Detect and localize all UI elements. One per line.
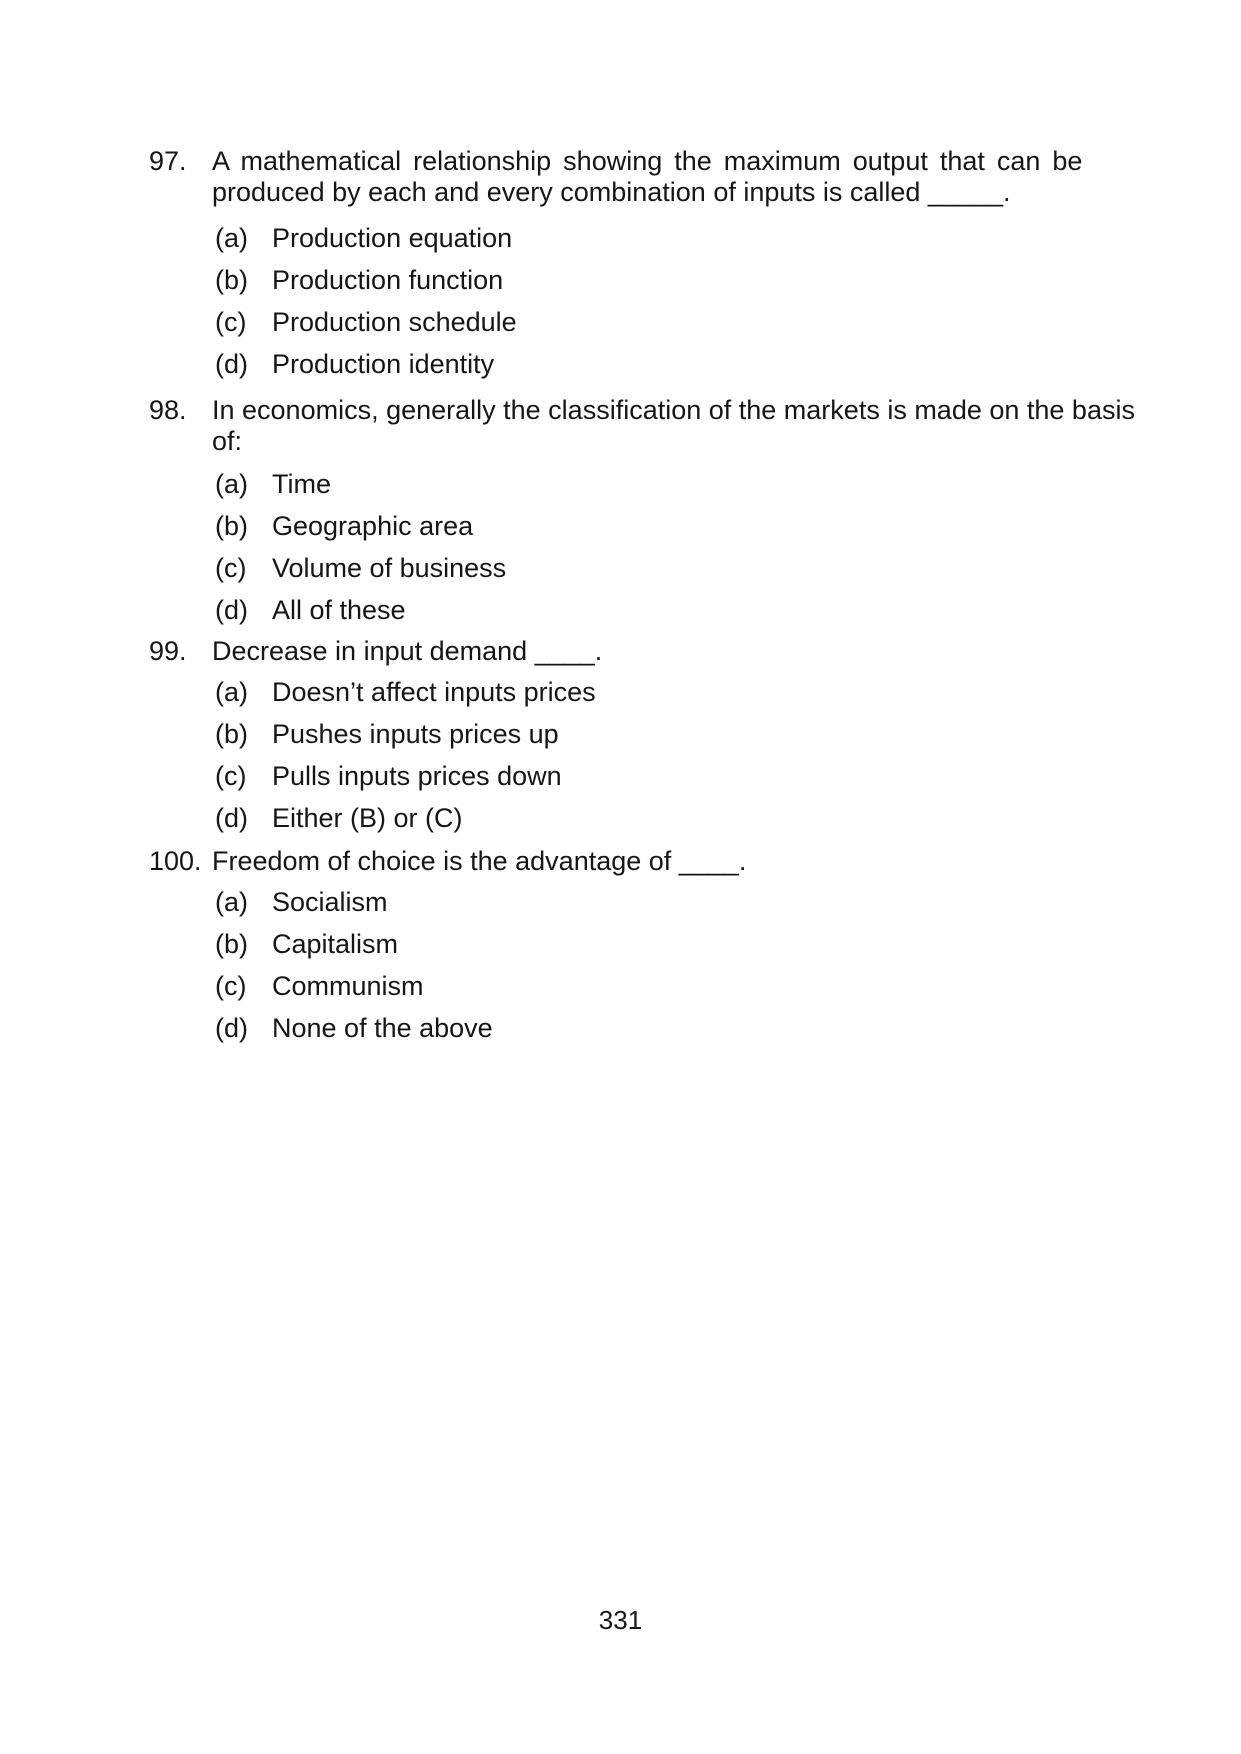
question-stem bbox=[212, 146, 1149, 208]
option-text: Production identity bbox=[272, 349, 495, 379]
option-label: (c) bbox=[215, 553, 247, 583]
question-97 bbox=[149, 146, 1149, 392]
question-stem-line: of: bbox=[212, 426, 243, 456]
question-stem-line: Decrease in input demand ____. bbox=[212, 636, 603, 666]
options-list bbox=[215, 888, 1149, 1042]
options-list bbox=[215, 224, 1149, 378]
option-text: Production equation bbox=[272, 223, 513, 253]
option-label: (a) bbox=[215, 223, 248, 253]
question-stem bbox=[212, 636, 1149, 667]
question-stem-line: In economics, generally the classification of the markets is made on the basis bbox=[212, 395, 1135, 425]
question-number: 98. bbox=[149, 395, 187, 425]
option-label: (a) bbox=[215, 677, 248, 707]
option-label: (c) bbox=[215, 971, 247, 1001]
option-text: Socialism bbox=[272, 887, 388, 917]
option-text: Time bbox=[272, 469, 331, 499]
options-list bbox=[215, 678, 1149, 832]
option-row bbox=[215, 350, 1149, 378]
question-number: 97. bbox=[149, 146, 187, 176]
option-label: (b) bbox=[215, 929, 248, 959]
question-stem bbox=[212, 846, 1149, 877]
option-label: (c) bbox=[215, 761, 247, 791]
option-row bbox=[215, 762, 1149, 790]
option-text: Volume of business bbox=[272, 553, 507, 583]
question-99 bbox=[149, 636, 1149, 846]
option-label: (d) bbox=[215, 1013, 248, 1043]
option-label: (a) bbox=[215, 887, 248, 917]
option-text: Communism bbox=[272, 971, 424, 1001]
option-row bbox=[215, 266, 1149, 294]
option-label: (b) bbox=[215, 265, 248, 295]
option-row bbox=[215, 1014, 1149, 1042]
option-row bbox=[215, 308, 1149, 336]
option-text: Capitalism bbox=[272, 929, 399, 959]
option-label: (d) bbox=[215, 803, 248, 833]
option-text: Pulls inputs prices down bbox=[272, 761, 562, 791]
option-row bbox=[215, 972, 1149, 1000]
option-row bbox=[215, 554, 1149, 582]
question-stem-line: produced by each and every combination of inputs is called _____. bbox=[212, 177, 1011, 207]
question-100 bbox=[149, 846, 1149, 1056]
option-label: (d) bbox=[215, 595, 248, 625]
page-number: 331 bbox=[598, 1605, 643, 1635]
option-row bbox=[215, 470, 1149, 498]
option-label: (b) bbox=[215, 511, 248, 541]
option-row bbox=[215, 888, 1149, 916]
option-text: Pushes inputs prices up bbox=[272, 719, 559, 749]
option-text: All of these bbox=[272, 595, 406, 625]
question-stem-line: A mathematical relationship showing the maximum output that can be bbox=[212, 146, 1083, 176]
option-text: Production schedule bbox=[272, 307, 517, 337]
option-text: Geographic area bbox=[272, 511, 474, 541]
question-number: 100. bbox=[149, 846, 202, 876]
option-row bbox=[215, 804, 1149, 832]
question-number: 99. bbox=[149, 636, 187, 666]
option-row bbox=[215, 224, 1149, 252]
option-label: (d) bbox=[215, 349, 248, 379]
option-row bbox=[215, 596, 1149, 624]
option-row bbox=[215, 512, 1149, 540]
option-text: Doesn’t affect inputs prices bbox=[272, 677, 596, 707]
option-label: (b) bbox=[215, 719, 248, 749]
option-row bbox=[215, 678, 1149, 706]
option-label: (a) bbox=[215, 469, 248, 499]
option-row bbox=[215, 930, 1149, 958]
question-stem-line: Freedom of choice is the advantage of ____. bbox=[212, 846, 747, 876]
option-text: Either (B) or (C) bbox=[272, 803, 463, 833]
option-text: Production function bbox=[272, 265, 504, 295]
question-stem bbox=[212, 395, 1149, 457]
option-row bbox=[215, 720, 1149, 748]
option-text: None of the above bbox=[272, 1013, 493, 1043]
question-98 bbox=[149, 395, 1149, 638]
option-label: (c) bbox=[215, 307, 247, 337]
options-list bbox=[215, 470, 1149, 624]
